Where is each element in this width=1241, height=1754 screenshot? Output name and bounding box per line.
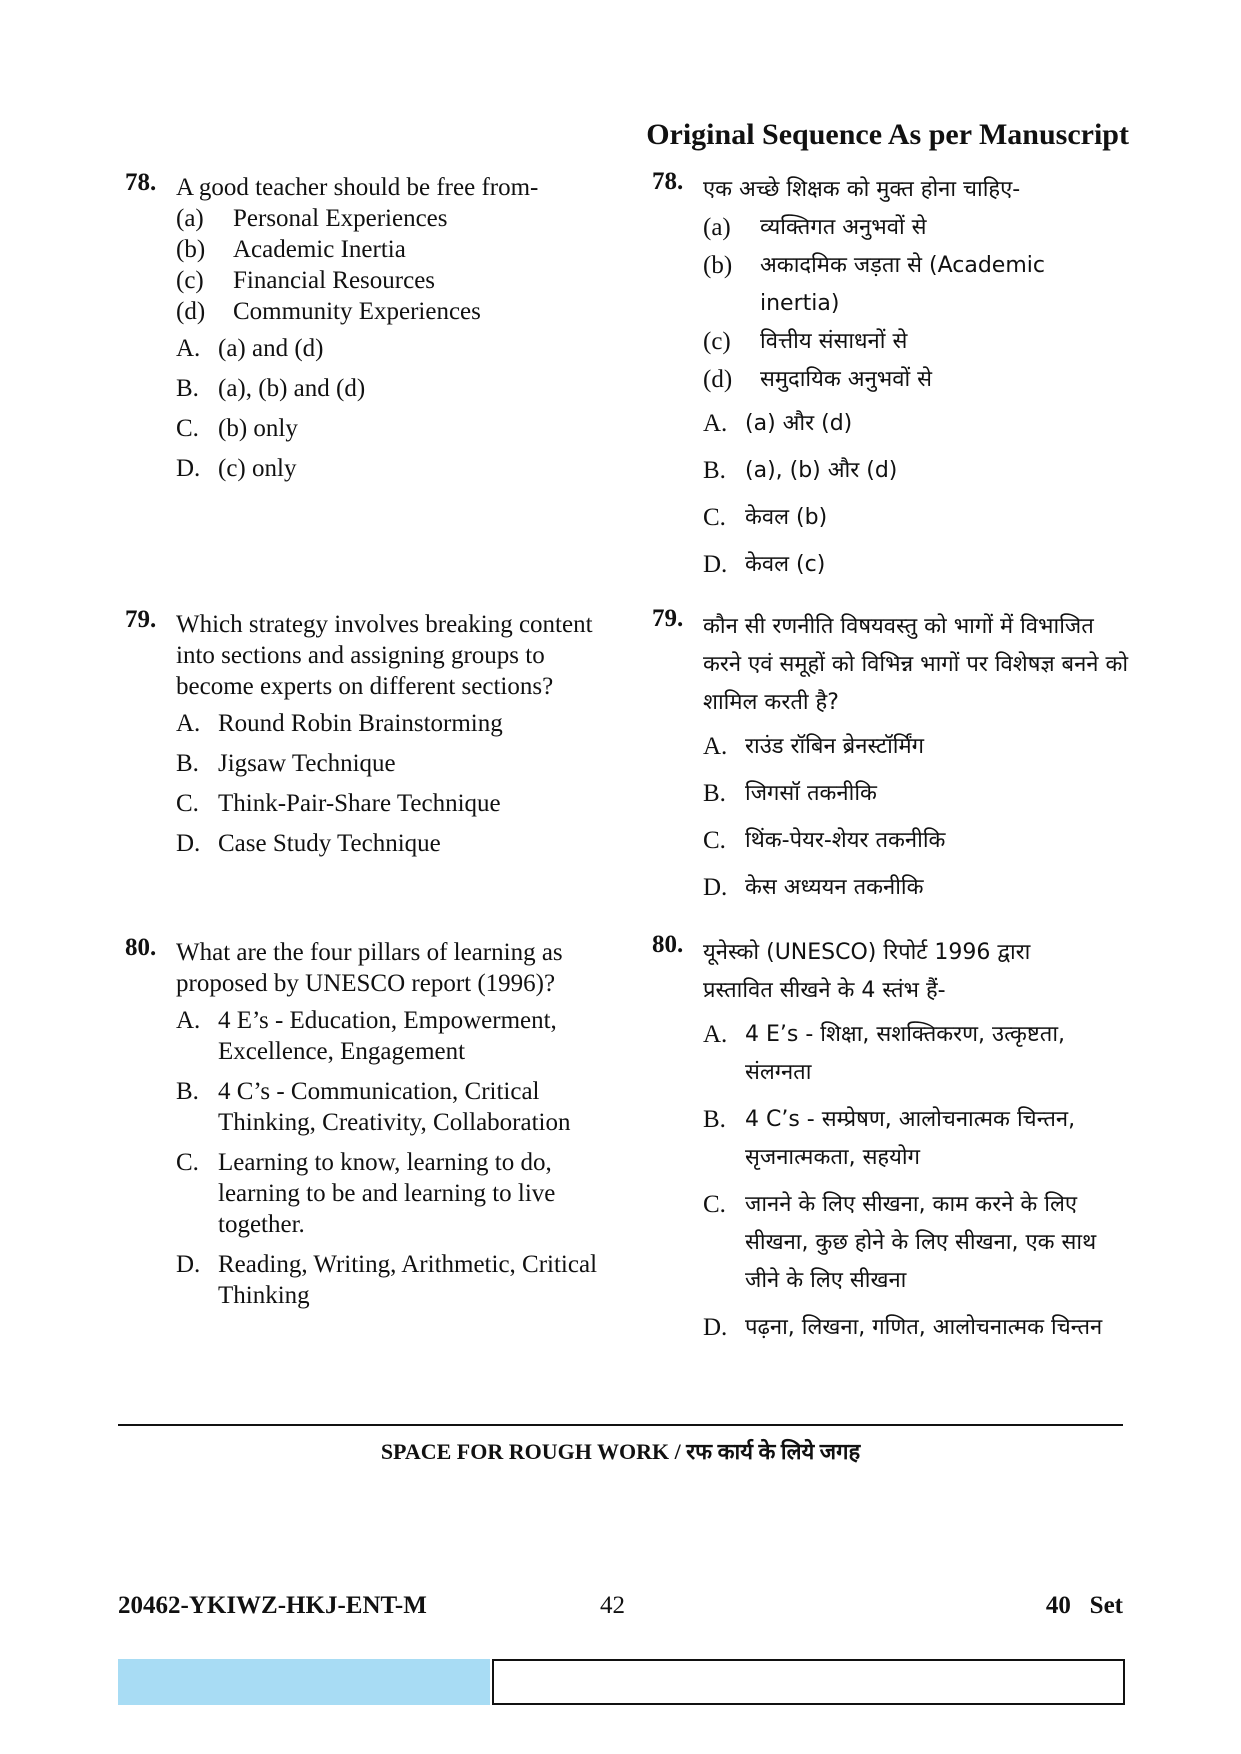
option-text: केवल (b) <box>745 505 828 530</box>
option-label: C. <box>703 827 726 854</box>
options <box>176 333 605 484</box>
option-label: B. <box>703 1106 726 1133</box>
option-label: D. <box>176 830 201 857</box>
question-number: 80. <box>652 931 684 958</box>
option-text: 4 C’s - सम्प्रेषण, आलोचनात्मक चिन्तन, सृजनात्मकता, सहयोग <box>745 1107 1076 1170</box>
sub-item <box>176 234 605 265</box>
sub-text: Community Experiences <box>233 298 481 325</box>
option-b <box>176 373 605 404</box>
sub-label: (a) <box>703 214 731 241</box>
option-label: A. <box>176 710 201 737</box>
option-c <box>703 499 1132 537</box>
sub-item <box>703 361 1132 399</box>
footer-color-bar <box>118 1659 490 1705</box>
question-number: 78. <box>652 168 684 195</box>
sub-item <box>703 247 1132 323</box>
question-number: 80. <box>125 934 157 961</box>
sub-label: (d) <box>703 366 733 393</box>
question-number: 78. <box>125 169 157 196</box>
sub-item <box>176 296 605 327</box>
option-c <box>703 822 1132 860</box>
options <box>176 1005 605 1311</box>
option-text: 4 E’s - Education, Empowerment, Excellence, Engagement <box>218 1007 557 1065</box>
divider-line <box>118 1424 1123 1426</box>
question-text: A good teacher should be free from- <box>176 174 539 201</box>
option-a <box>176 333 605 364</box>
option-d <box>703 546 1132 584</box>
question-79-en <box>125 606 605 868</box>
sub-text: Financial Resources <box>233 267 436 294</box>
option-label: D. <box>703 551 728 578</box>
option-text: Case Study Technique <box>218 830 441 857</box>
option-d <box>176 453 605 484</box>
option-label: C. <box>176 1149 199 1176</box>
question-80-hi <box>652 931 1132 1356</box>
option-b <box>703 775 1132 813</box>
option-text: केवल (c) <box>745 552 826 577</box>
sub-text: वित्तीय संसाधनों से <box>760 329 908 354</box>
option-text: 4 C’s - Communication, Critical Thinking, Creativity, Collaboration <box>218 1078 571 1136</box>
question-79-hi <box>652 605 1132 916</box>
option-a <box>176 1005 605 1067</box>
option-text: केस अध्ययन तकनीकि <box>745 875 924 900</box>
option-text: Think-Pair-Share Technique <box>218 790 501 817</box>
question-text: एक अच्छे शिक्षक को मुक्त होना चाहिए- <box>703 177 1021 202</box>
option-text: जिगसॉ तकनीकि <box>745 781 877 806</box>
option-text: (a) and (d) <box>218 335 324 362</box>
question-78-hi <box>652 168 1132 593</box>
paper-code: 20462-YKIWZ-HKJ-ENT-M <box>118 1592 427 1619</box>
option-b <box>703 452 1132 490</box>
option-b <box>176 1076 605 1138</box>
option-label: C. <box>176 790 199 817</box>
question-text: यूनेस्को (UNESCO) रिपोर्ट 1996 द्वारा प्रस्तावित सीखने के 4 स्तंभ हैं- <box>703 940 1031 1003</box>
sub-text: Personal Experiences <box>233 205 448 232</box>
footer-empty-box <box>492 1659 1125 1705</box>
option-label: B. <box>176 375 199 402</box>
option-c <box>176 413 605 444</box>
question-number: 79. <box>652 605 684 632</box>
option-c <box>176 1147 605 1240</box>
option-text: (b) only <box>218 415 298 442</box>
option-text: (a), (b) और (d) <box>745 458 898 483</box>
option-text: राउंड रॉबिन ब्रेनस्टॉर्मिंग <box>745 734 925 759</box>
sub-item <box>176 203 605 234</box>
sub-items <box>176 203 605 327</box>
sub-label: (a) <box>176 205 204 232</box>
question-text: What are the four pillars of learning as proposed by UNESCO report (1996)? <box>176 939 563 997</box>
sub-label: (c) <box>703 328 731 355</box>
option-text: Jigsaw Technique <box>218 750 396 777</box>
question-text: Which strategy involves breaking content into sections and assigning groups to become experts on different sections? <box>176 611 593 700</box>
options <box>703 728 1132 907</box>
option-label: A. <box>703 1021 728 1048</box>
option-b <box>703 1101 1132 1177</box>
option-d <box>176 1249 605 1311</box>
option-a <box>703 728 1132 766</box>
option-text: Round Robin Brainstorming <box>218 710 503 737</box>
option-text: पढ़ना, लिखना, गणित, आलोचनात्मक चिन्तन <box>745 1315 1103 1340</box>
page-number: 42 <box>600 1592 625 1619</box>
option-label: A. <box>703 410 728 437</box>
question-number: 79. <box>125 606 157 633</box>
sub-item <box>703 209 1132 247</box>
option-text: थिंक-पेयर-शेयर तकनीकि <box>745 828 946 853</box>
question-80-en <box>125 934 605 1320</box>
option-label: C. <box>703 504 726 531</box>
sub-item <box>176 265 605 296</box>
option-c <box>703 1186 1132 1300</box>
options <box>176 708 605 859</box>
sub-text: अकादमिक जड़ता से (Academic inertia) <box>760 253 1045 316</box>
option-label: B. <box>703 457 726 484</box>
sub-label: (d) <box>176 298 206 325</box>
option-text: Reading, Writing, Arithmetic, Critical Thinking <box>218 1251 598 1309</box>
option-text: (a) और (d) <box>745 411 853 436</box>
option-label: D. <box>176 455 201 482</box>
question-text: कौन सी रणनीति विषयवस्तु को भागों में विभाजित करने एवं समूहों को विभिन्न भागों पर विशेषज्ञ बनने को शामिल करती है? <box>703 614 1129 715</box>
option-label: D. <box>176 1251 201 1278</box>
option-text: (a), (b) and (d) <box>218 375 366 402</box>
sub-item <box>703 323 1132 361</box>
option-label: B. <box>703 780 726 807</box>
option-label: D. <box>703 874 728 901</box>
option-label: A. <box>703 733 728 760</box>
rough-work-label: SPACE FOR ROUGH WORK / रफ कार्य के लिये जगह <box>380 1439 861 1464</box>
options <box>703 1016 1132 1347</box>
option-c <box>176 788 605 819</box>
option-a <box>703 405 1132 443</box>
page-header: Original Sequence As per Manuscript <box>646 118 1129 151</box>
sub-text: समुदायिक अनुभवों से <box>760 367 933 392</box>
option-d <box>703 869 1132 907</box>
option-label: B. <box>176 1078 199 1105</box>
option-a <box>176 708 605 739</box>
sub-items <box>703 209 1132 399</box>
option-text: जानने के लिए सीखना, काम करने के लिए सीखना, कुछ होने के लिए सीखना, एक साथ जीने के लिए सीखना <box>745 1192 1097 1293</box>
option-label: A. <box>176 335 201 362</box>
set-label: 40 Set <box>1045 1592 1123 1619</box>
option-label: B. <box>176 750 199 777</box>
sub-text: व्यक्तिगत अनुभवों से <box>760 215 927 240</box>
option-label: A. <box>176 1007 201 1034</box>
options <box>703 405 1132 584</box>
option-label: C. <box>176 415 199 442</box>
option-label: D. <box>703 1314 728 1341</box>
option-text: (c) only <box>218 455 297 482</box>
option-d <box>703 1309 1132 1347</box>
option-a <box>703 1016 1132 1092</box>
sub-label: (c) <box>176 267 204 294</box>
option-text: 4 E’s - शिक्षा, सशक्तिकरण, उत्कृष्टता, संलग्नता <box>745 1022 1066 1085</box>
sub-text: Academic Inertia <box>233 236 406 263</box>
sub-label: (b) <box>703 252 733 279</box>
sub-label: (b) <box>176 236 206 263</box>
option-b <box>176 748 605 779</box>
question-78-en <box>125 169 605 493</box>
option-label: C. <box>703 1191 726 1218</box>
option-d <box>176 828 605 859</box>
option-text: Learning to know, learning to do, learning to be and learning to live together. <box>218 1149 556 1238</box>
